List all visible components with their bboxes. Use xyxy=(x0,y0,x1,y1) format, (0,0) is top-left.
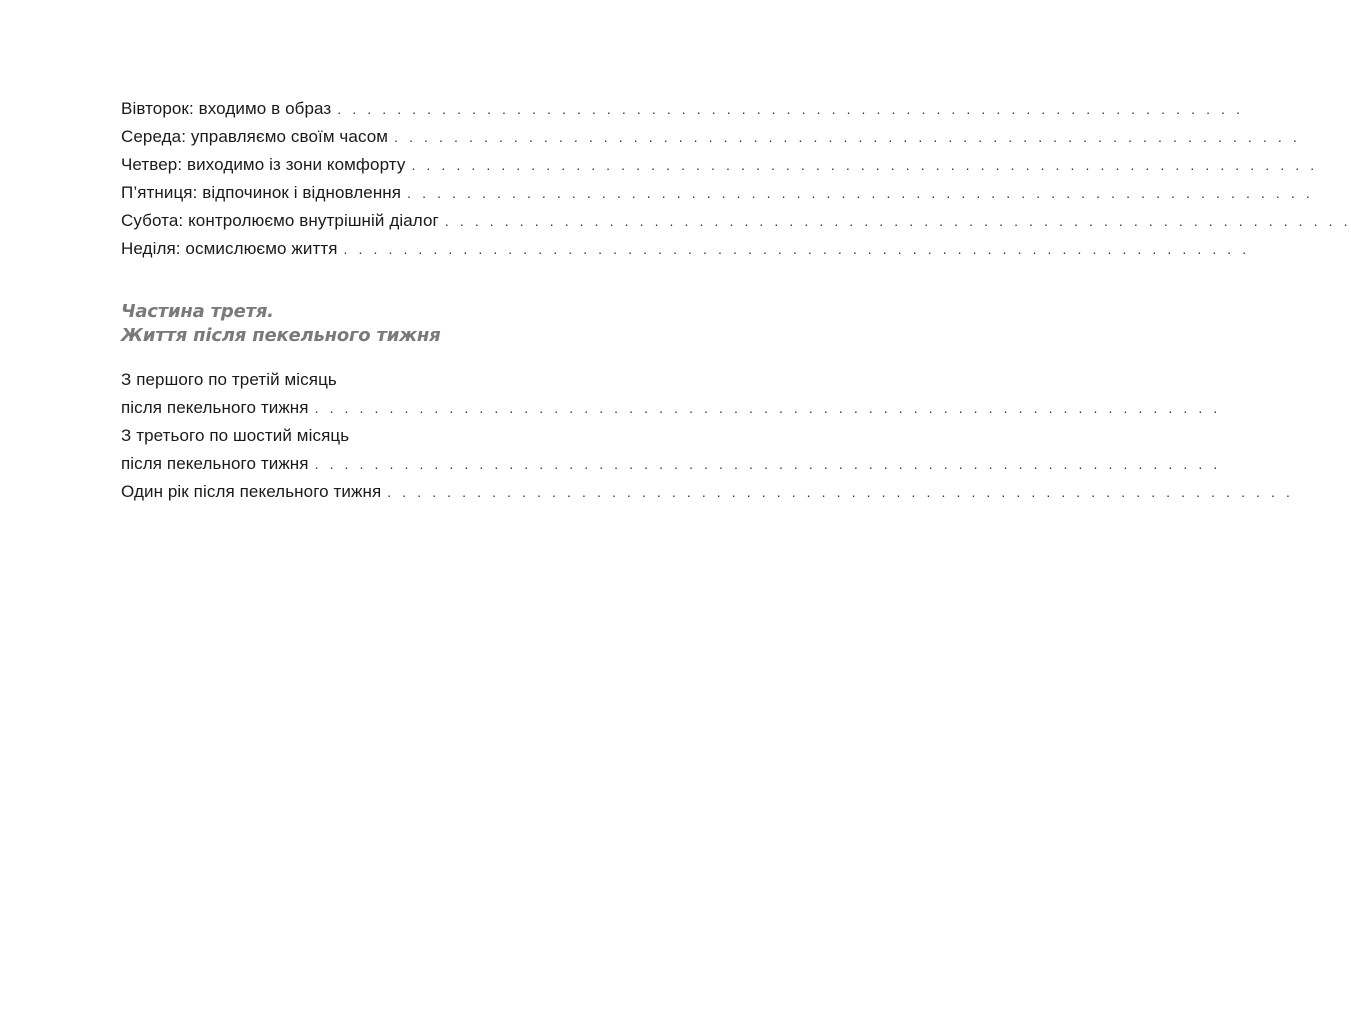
dot-leader: . . . . . . . . . . . . . . . . . . . . . . . . . . . . . . . . . . . . . . . . . . . . . . . . . . . . . . . . . . . . . xyxy=(387,484,1294,500)
toc-entry-saturday[interactable] xyxy=(121,207,1351,235)
toc-entry-label: Один рік після пекельного тижня xyxy=(121,482,382,501)
toc-entry-months-1-3[interactable] xyxy=(121,366,1221,422)
toc-entry-wednesday[interactable] xyxy=(121,123,1301,151)
toc-entry-label-line2: після пекельного тижня xyxy=(121,398,309,417)
toc-part-three-list xyxy=(121,366,1294,506)
dot-leader: . . . . . . . . . . . . . . . . . . . . . . . . . . . . . . . . . . . . . . . . . . . . . . . . . . . . . . . . . . . . . xyxy=(411,157,1318,173)
dot-leader: . . . . . . . . . . . . . . . . . . . . . . . . . . . . . . . . . . . . . . . . . . . . . . . . . . . . . . . . . . . . . xyxy=(394,129,1301,145)
dot-leader: . . . . . . . . . . . . . . . . . . . . . . . . . . . . . . . . . . . . . . . . . . . . . . . . . . . . . . . . . . . . . xyxy=(314,400,1221,416)
part-three-heading-line2: Життя після пекельного тижня xyxy=(121,325,441,346)
dot-leader: . . . . . . . . . . . . . . . . . . . . . . . . . . . . . . . . . . . . . . . . . . . . . . . . . . . . . . . . . . . . . xyxy=(337,101,1244,117)
part-three-heading xyxy=(121,300,632,348)
toc-entry-sunday[interactable] xyxy=(121,235,1250,263)
toc-entry-one-year[interactable] xyxy=(121,478,1294,506)
toc-entry-thursday[interactable] xyxy=(121,151,1318,179)
toc-entry-label: Середа: управляємо своїм часом xyxy=(121,127,389,146)
toc-entry-months-3-6[interactable] xyxy=(121,422,1221,478)
toc-entry-label-line2: після пекельного тижня xyxy=(121,454,309,473)
toc-entry-tuesday[interactable] xyxy=(121,95,1244,123)
toc-entry-label: П’ятниця: відпочинок і відновлення xyxy=(121,183,402,202)
toc-entry-label: Вівторок: входимо в образ xyxy=(121,99,332,118)
toc-entry-label-line1: З першого по третій місяць xyxy=(121,370,337,389)
toc-entry-friday[interactable] xyxy=(121,179,1314,207)
dot-leader: . . . . . . . . . . . . . . . . . . . . . . . . . . . . . . . . . . . . . . . . . . . . . . . . . . . . . . . . . . . . . xyxy=(314,456,1221,472)
part-three-heading-line1: Частина третя. xyxy=(121,301,274,322)
table-of-contents xyxy=(121,95,1351,506)
toc-entry-label-line1: З третього по шостий місяць xyxy=(121,426,350,445)
dot-leader: . . . . . . . . . . . . . . . . . . . . . . . . . . . . . . . . . . . . . . . . . . . . . . . . . . . . . . . . . . . . . xyxy=(407,185,1314,201)
toc-entry-label: Субота: контролюємо внутрішній діалог xyxy=(121,211,439,230)
toc-entry-label: Неділя: осмислюємо життя xyxy=(121,239,338,258)
dot-leader: . . . . . . . . . . . . . . . . . . . . . . . . . . . . . . . . . . . . . . . . . . . . . . . . . . . . . . . . . . . . . xyxy=(343,241,1250,257)
dot-leader: . . . . . . . . . . . . . . . . . . . . . . . . . . . . . . . . . . . . . . . . . . . . . . . . . . . . . . . . . . . . . xyxy=(444,213,1351,229)
toc-part-two-list xyxy=(121,95,1351,263)
toc-entry-label: Четвер: виходимо із зони комфорту xyxy=(121,155,406,174)
